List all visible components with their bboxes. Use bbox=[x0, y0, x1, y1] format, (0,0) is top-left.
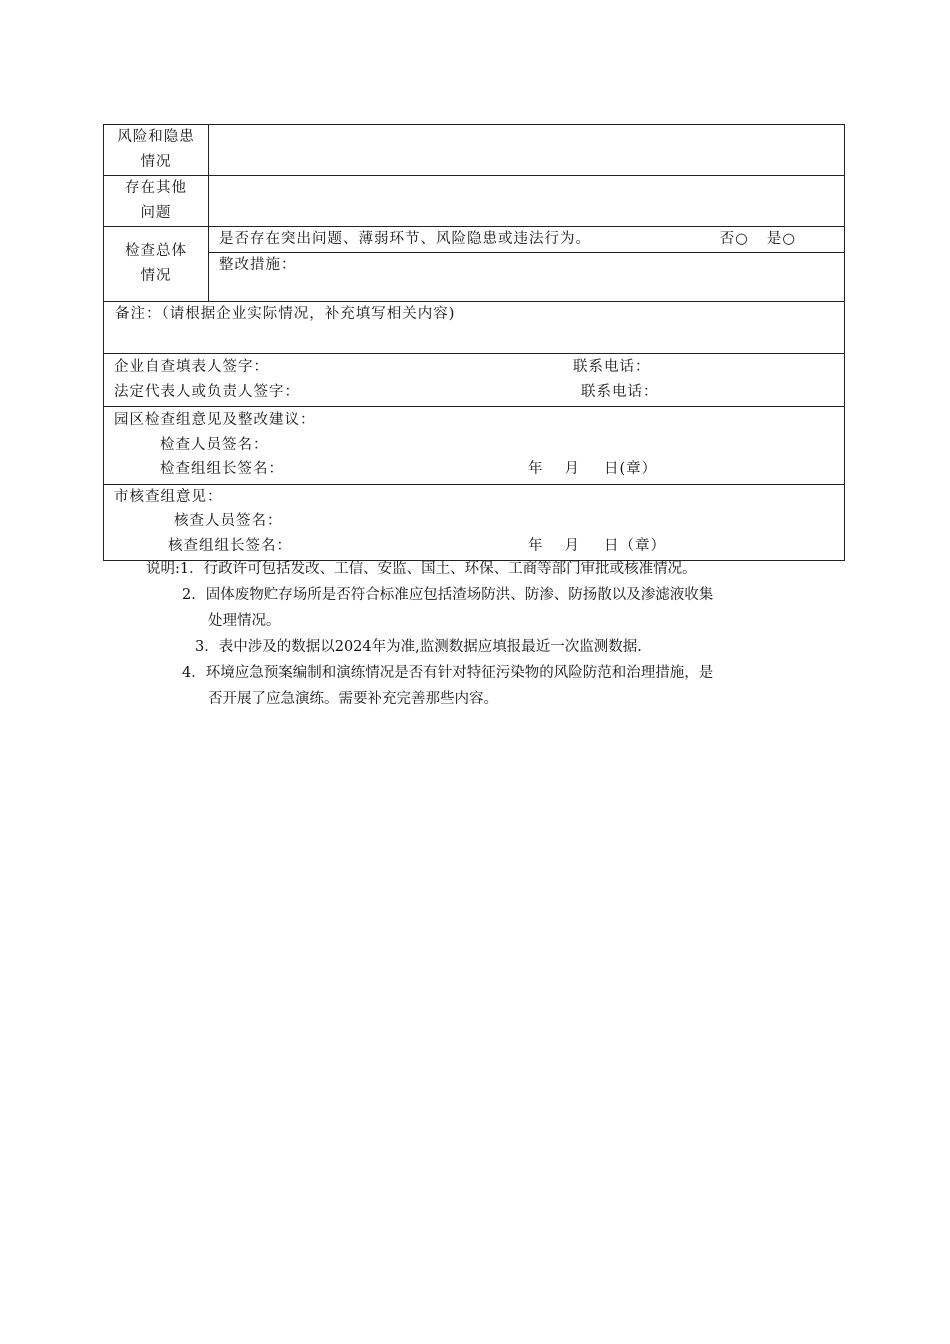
overall-question-row bbox=[104, 227, 845, 253]
note-line-2: 2．固体废物贮存场所是否符合标准应包括渣场防洪、防渗、防扬散以及渗滤液收集 bbox=[182, 587, 714, 603]
other-issues-label-line1: 存在其他 bbox=[125, 180, 187, 196]
other-issues-label-line2: 问题 bbox=[140, 205, 172, 221]
risk-hazard-label bbox=[104, 125, 209, 176]
park-leader-sign-label: 检查组组长签名： bbox=[160, 461, 284, 477]
remarks-row bbox=[104, 302, 845, 354]
overall-label bbox=[104, 227, 209, 302]
park-inspector-sign-label: 检查人员签名： bbox=[160, 436, 269, 453]
note-line-6: 否开展了应急演练。需要补充完善那些内容。 bbox=[208, 691, 498, 707]
other-issues-row bbox=[104, 176, 845, 227]
risk-hazard-label-line1: 风险和隐患 bbox=[117, 129, 195, 145]
park-group-row bbox=[104, 407, 845, 485]
signatures-row bbox=[104, 354, 845, 407]
note-line-4: 3．表中涉及的数据以2024年为准,监测数据应填报最近一次监测数据. bbox=[195, 639, 642, 655]
option-yes-radio[interactable]: 是○ bbox=[766, 231, 796, 247]
remarks-cell[interactable] bbox=[104, 302, 845, 354]
risk-hazard-row bbox=[104, 125, 845, 176]
inspection-form-table bbox=[103, 124, 845, 561]
city-group-title: 市核查组意见： bbox=[114, 488, 223, 505]
city-year-label: 年 bbox=[528, 537, 544, 554]
park-group-cell bbox=[104, 407, 845, 485]
yes-no-options bbox=[720, 227, 796, 252]
park-day-seal-label: 日(章） bbox=[604, 461, 658, 477]
contact-phone-2-label: 联系电话： bbox=[581, 383, 659, 400]
overall-label-line2: 情况 bbox=[140, 268, 172, 284]
other-issues-input-cell[interactable] bbox=[209, 176, 845, 227]
overall-label-line1: 检查总体 bbox=[125, 243, 187, 259]
city-group-cell bbox=[104, 484, 845, 561]
city-leader-sign-label: 核查组组长签名： bbox=[168, 537, 292, 554]
note-line-5: 4．环境应急预案编制和演练情况是否有针对特征污染物的风险防范和治理措施，是 bbox=[182, 665, 714, 681]
park-date bbox=[528, 457, 657, 482]
notes-section bbox=[146, 556, 826, 712]
note-line-1: 说明:1．行政许可包括发改、工信、安监、国土、环保、工商等部门审批或核准情况。 bbox=[146, 561, 697, 577]
risk-hazard-label-line2: 情况 bbox=[140, 154, 172, 170]
park-year-label: 年 bbox=[528, 461, 544, 477]
rectify-label: 整改措施： bbox=[219, 257, 297, 273]
rectify-cell[interactable] bbox=[209, 253, 845, 302]
note-line-3: 处理情况。 bbox=[208, 613, 281, 629]
park-group-title: 园区检查组意见及整改建议： bbox=[114, 412, 316, 428]
risk-hazard-input-cell[interactable] bbox=[209, 125, 845, 176]
city-inspector-sign-label: 核查人员签名： bbox=[174, 513, 283, 529]
other-issues-label bbox=[104, 176, 209, 227]
rectify-row bbox=[104, 253, 845, 302]
park-month-label: 月 bbox=[564, 461, 580, 477]
remarks-text: 备注：（请根据企业实际情况，补充填写相关内容) bbox=[115, 306, 456, 322]
overall-question-text: 是否存在突出问题、薄弱环节、风险隐患或违法行为。 bbox=[219, 231, 591, 247]
self-check-signer-label: 企业自查填表人签字： bbox=[114, 359, 269, 375]
signatures-cell bbox=[104, 354, 845, 407]
legal-rep-signer-label: 法定代表人或负责人签字： bbox=[114, 383, 300, 400]
contact-phone-1-label: 联系电话： bbox=[573, 359, 651, 375]
city-month-label: 月 bbox=[564, 537, 580, 554]
city-group-row bbox=[104, 484, 845, 561]
city-date bbox=[528, 534, 666, 559]
overall-question-cell bbox=[209, 227, 845, 253]
city-day-seal-label: 日（章） bbox=[604, 537, 666, 554]
option-no-radio[interactable]: 否○ bbox=[719, 231, 749, 247]
